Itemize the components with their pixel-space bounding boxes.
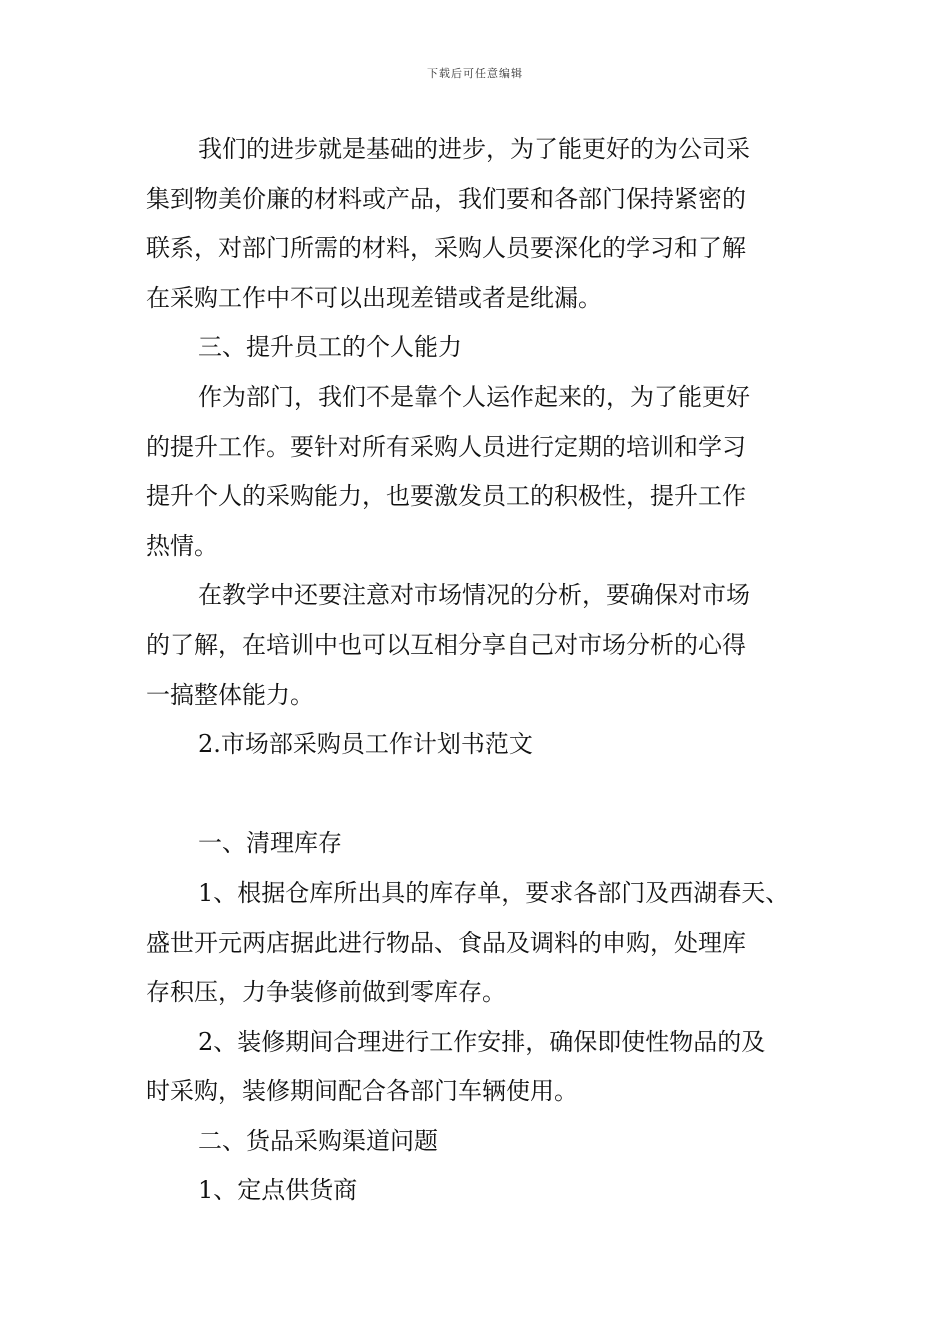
paragraph-line: 热情。: [146, 531, 218, 560]
paragraph-line: 在教学中还要注意对市场情况的分析，要确保对市场: [198, 581, 750, 610]
blank-line: [146, 770, 826, 820]
paragraph-line: 提升个人的采购能力，也要激发员工的积极性，提升工作: [146, 482, 746, 511]
subsection-heading: 1、定点供货商: [198, 1176, 358, 1205]
paragraph-line: 的了解，在培训中也可以互相分享自己对市场分析的心得: [146, 630, 746, 659]
paragraph-line: 2、装修期间合理进行工作安排，确保即使性物品的及: [198, 1027, 766, 1056]
document-body: [146, 125, 826, 1216]
paragraph-line: 一搞整体能力。: [146, 680, 314, 709]
paragraph-line: 我们的进步就是基础的进步，为了能更好的为公司采: [198, 135, 750, 163]
document-title: 2.市场部采购员工作计划书范文: [198, 730, 533, 759]
section-heading: 三、提升员工的个人能力: [198, 333, 462, 362]
paragraph-line: 联系，对部门所需的材料，采购人员要深化的学习和了解: [146, 234, 746, 263]
paragraph-line: 时采购，装修期间配合各部门车辆使用。: [146, 1077, 578, 1106]
section-heading: 一、清理库存: [198, 829, 342, 858]
paragraph-line: 盛世开元两店据此进行物品、食品及调料的申购，处理库: [146, 928, 746, 957]
paragraph-line: 集到物美价廉的材料或产品，我们要和各部门保持紧密的: [146, 184, 746, 213]
paragraph-line: 存积压，力争装修前做到零库存。: [146, 978, 506, 1007]
paragraph-line: 在采购工作中不可以出现差错或者是纰漏。: [146, 283, 602, 312]
section-heading: 二、货品采购渠道问题: [198, 1126, 438, 1155]
page-header-note: 下载后可任意编辑: [427, 67, 523, 80]
paragraph-line: 作为部门，我们不是靠个人运作起来的，为了能更好: [198, 382, 750, 411]
paragraph-line: 的提升工作。要针对所有采购人员进行定期的培训和学习: [146, 432, 746, 461]
paragraph-line: 1、根据仓库所出具的库存单，要求各部门及西湖春天、: [198, 878, 790, 907]
